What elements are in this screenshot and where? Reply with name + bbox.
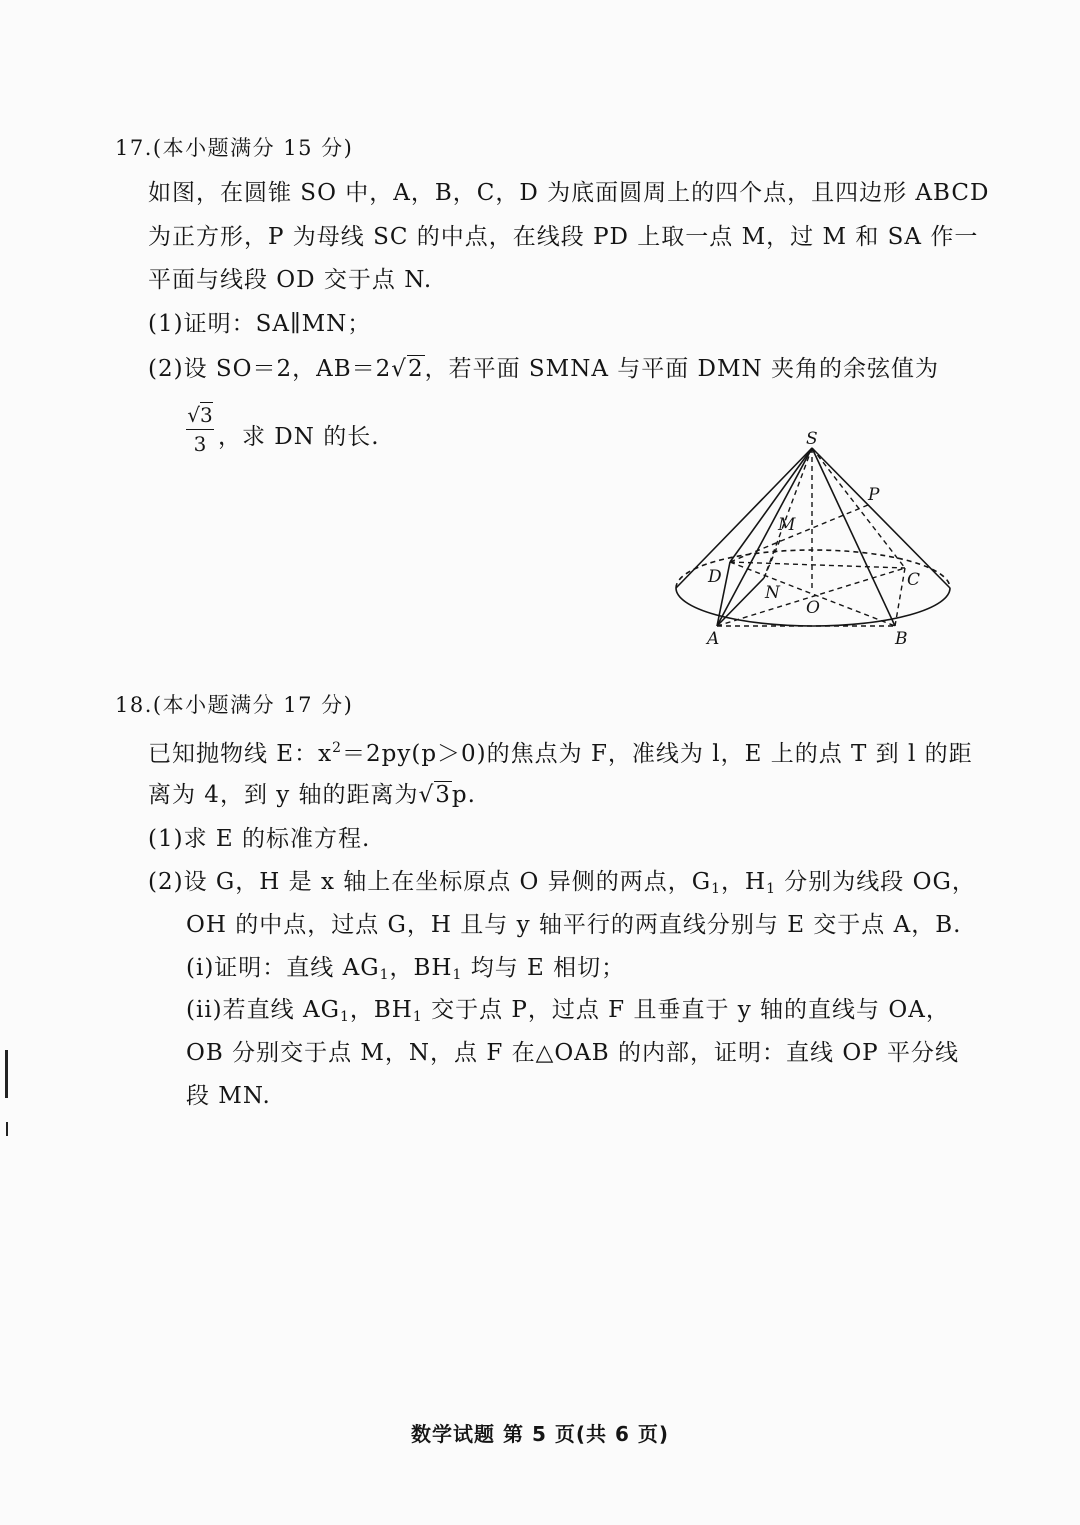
fraction-numerator: √3 (186, 403, 214, 430)
label-D: D (708, 567, 722, 587)
q18-stem-line-2 (148, 780, 476, 810)
label-S: S (806, 430, 818, 449)
q18-stem-line-1-b: ＝2py(p＞0)的焦点为 F，准线为 l，E 上的点 T 到 l 的距 (342, 741, 973, 767)
edge-SC (812, 448, 905, 568)
exponent: 2 (332, 740, 342, 756)
q17-stem-line-1: 如图，在圆锥 SO 中，A，B，C，D 为底面圆周上的四个点，且四边形 ABCD (148, 180, 990, 206)
q18-header: 18.(本小题满分 17 分) (115, 693, 354, 717)
q18-sub-i (186, 953, 625, 990)
q18-stem-line-1 (148, 733, 973, 769)
q18-sub-i-b: ，BH (389, 955, 453, 981)
q17-part-2-end: ，求 DN 的长. (218, 424, 380, 450)
q18-part-2-line-1-c: 分别为线段 OG， (775, 869, 976, 895)
q17-part-2 (148, 354, 939, 384)
q17-part-1: (1)证明：SA∥MN； (148, 311, 372, 337)
q17-part-2-suffix: ，若平面 SMNA 与平面 DMN 夹角的余弦值为 (424, 356, 939, 382)
q18-sub-i-a: (i)证明：直线 AG (186, 955, 380, 981)
edge-SD (730, 448, 812, 562)
outline-right (812, 448, 950, 588)
cosine-fraction (186, 403, 214, 456)
edge-MN (764, 540, 780, 578)
scan-mark (5, 1050, 8, 1098)
sqrt-symbol: √2 (391, 356, 424, 382)
q18-part-2-line-1-a: (2)设 G，H 是 x 轴上在坐标原点 O 异侧的两点，G (148, 869, 712, 895)
label-B: B (895, 629, 908, 649)
q17-part-2-prefix: (2)设 SO＝2，AB＝2 (148, 356, 392, 382)
q18-sub-ii-c: 交于点 P，过点 F 且垂直于 y 轴的直线与 OA， (422, 997, 950, 1023)
subscript: 1 (452, 967, 463, 983)
scan-mark (6, 1122, 8, 1136)
page-footer: 数学试题 第 5 页(共 6 页) (411, 1422, 669, 1446)
label-P: P (868, 485, 880, 505)
sqrt-symbol: √3 (418, 782, 451, 808)
q18-part-1: (1)求 E 的标准方程. (148, 826, 371, 852)
q17-part-2-sqrt: 2 (407, 356, 424, 382)
q18-sub-ii-line-2: OB 分别交于点 M，N，点 F 在△OAB 的内部，证明：直线 OP 平分线 (186, 1040, 959, 1066)
subscript: 1 (379, 967, 390, 983)
fraction-denominator: 3 (193, 432, 207, 456)
q18-part-2-line-2: OH 的中点，过点 G，H 且与 y 轴平行的两直线分别与 E 交于点 A，B. (186, 912, 962, 938)
label-N: N (765, 583, 780, 603)
edge-SN (764, 448, 812, 578)
q18-part-2-line-1 (148, 867, 976, 904)
q18-sub-ii-line-3: 段 MN. (186, 1083, 271, 1109)
q18-stem-line-2-a: 离为 4，到 y 轴的距离为 (148, 782, 419, 808)
edge-DC (730, 562, 905, 568)
label-C: C (907, 570, 921, 590)
q18-sub-ii-b: ，BH (349, 997, 413, 1023)
q17-header: 17.(本小题满分 15 分) (115, 136, 354, 160)
q18-sub-ii (186, 995, 950, 1032)
q17-stem-line-3: 平面与线段 OD 交于点 N. (148, 267, 433, 293)
q18-sub-i-c: 均与 E 相切； (462, 955, 626, 981)
q18-sub-ii-a: (ii)若直线 AG (186, 997, 340, 1023)
fraction-numerator-radicand: 3 (200, 403, 213, 427)
label-A: A (707, 629, 720, 649)
q18-part-2-line-1-b: ，H (721, 869, 767, 895)
subscript: 1 (412, 1009, 423, 1025)
subscript: 1 (766, 881, 776, 897)
subscript: 1 (711, 881, 721, 897)
q18-stem-line-2-sqrt: 3 (435, 782, 451, 808)
cone-figure (660, 430, 960, 655)
q17-stem-line-2: 为正方形，P 为母线 SC 的中点，在线段 PD 上取一点 M，过 M 和 SA 作一 (148, 224, 979, 250)
q18-stem-line-1-a: 已知抛物线 E：x (148, 741, 333, 767)
label-M: M (778, 515, 796, 535)
edge-AN (717, 578, 764, 626)
q18-stem-line-2-b: p. (451, 782, 476, 808)
subscript: 1 (339, 1009, 350, 1025)
label-O: O (806, 598, 820, 618)
